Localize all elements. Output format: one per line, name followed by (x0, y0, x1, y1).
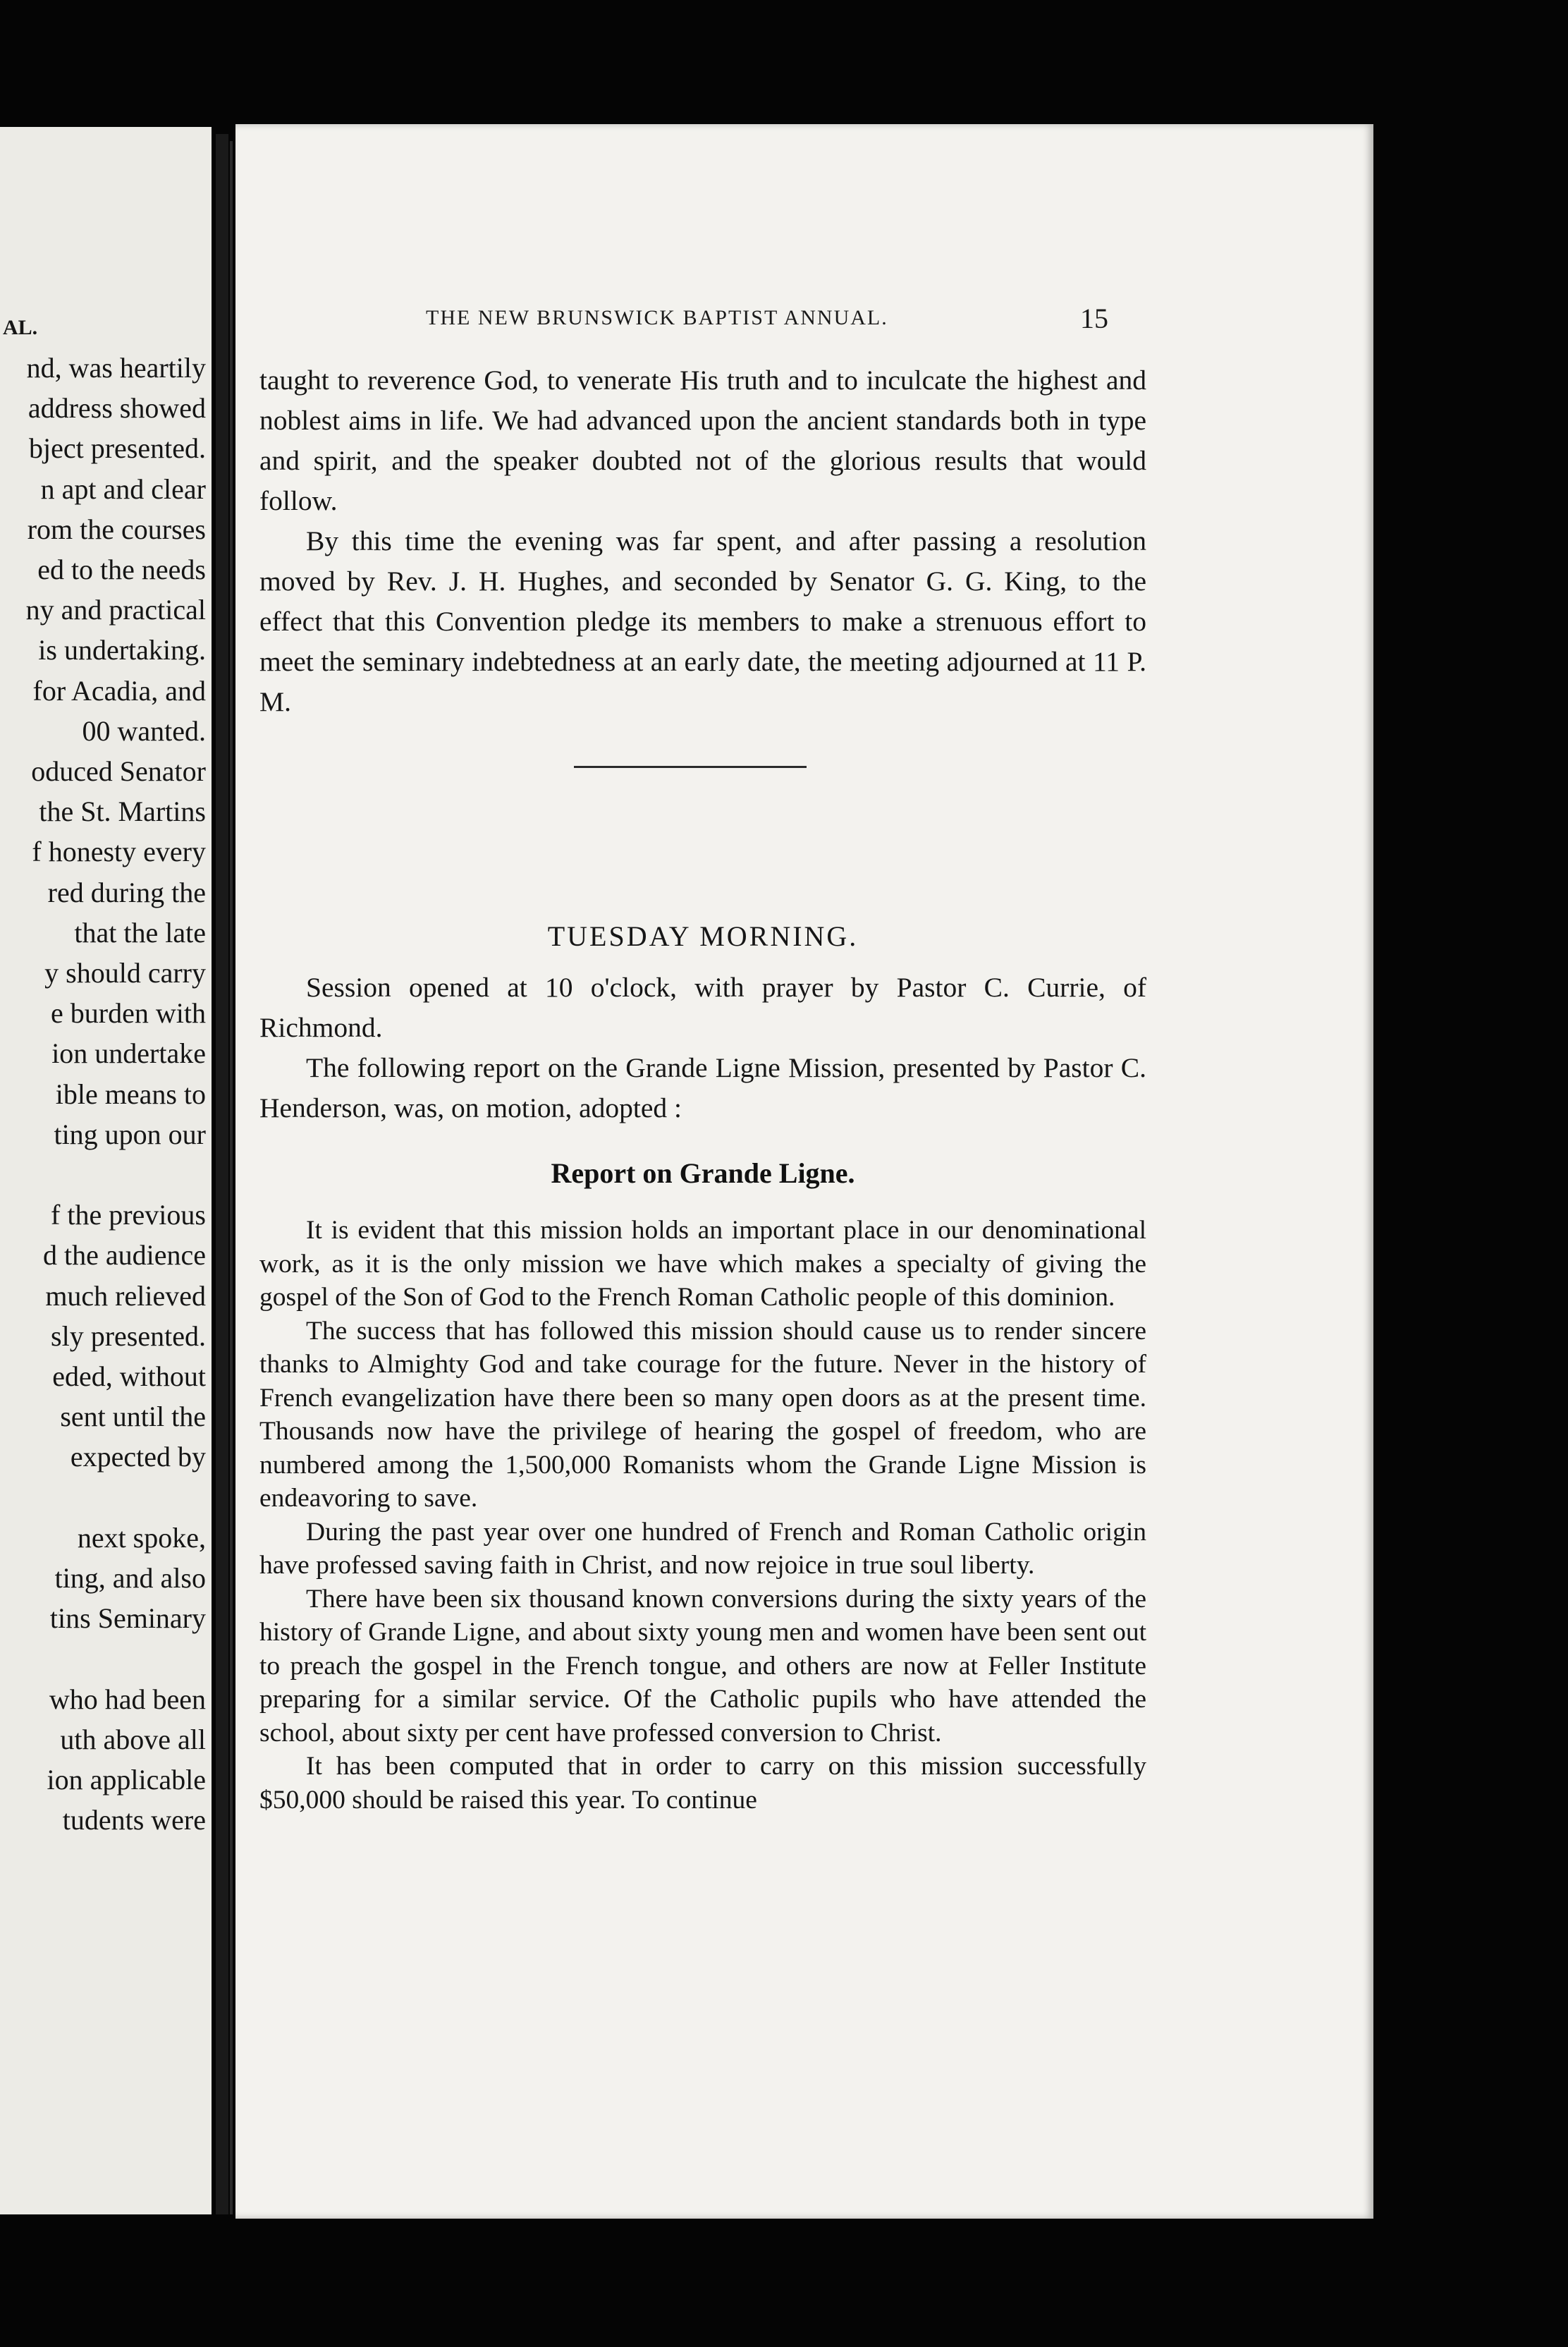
paragraph-session-opened: Session opened at 10 o'clock, with prayer by Pastor C. Currie, of Richmond. (259, 972, 1146, 1043)
opening-paragraphs (259, 360, 1146, 722)
report-paragraph: It is evident that this mission holds an important place in our denominational work, as it is the only mission we have which makes a specialty of giving the gospel of the Son of God to the French Roman Catholic people of this dominion. (259, 1216, 1146, 1312)
left-page-line: eded, without (52, 1360, 206, 1392)
report-paragraph: The success that has followed this mission should cause us to render sincere thanks to Almighty God and take courage for the future. Never in the history of French evangelization have there been so many open doors as at the present time. Thousands now have the privilege of hearing the gospel of freedom, who are numbered among the 1,500,000 Romanists whom the Grande Ligne Mission is endeavoring to save. (259, 1316, 1146, 1513)
left-page-line: f honesty every (32, 836, 206, 868)
left-page-line: ion undertake (51, 1037, 206, 1070)
left-page-line: address showed (27, 392, 206, 425)
left-page-line: y should carry (44, 957, 206, 989)
left-page-line: ny and practical (25, 594, 206, 626)
paragraph-report-intro: The following report on the Grande Ligne Mission, presented by Pastor C. Henderson, was, on motion, adopted : (259, 1052, 1146, 1123)
left-page-line: next spoke, (77, 1521, 206, 1554)
left-page-line: oduced Senator (31, 755, 206, 787)
left-page-fragment (0, 127, 212, 2214)
left-page-line: for Acadia, and (32, 674, 206, 707)
report-paragraph: There have been six thousand known conversions during the sixty years of the history of Grande Ligne, and about sixty young men and women have been sent out to preach the gospel in the French tongue, and others are now at Feller Institute preparing for a similar service. Of the Catholic pupils who have attended the school, about sixty per cent have professed conversion to Christ. (259, 1584, 1146, 1748)
left-page-line: bject presented. (29, 432, 206, 465)
main-page (235, 124, 1373, 2219)
left-page-line: ting, and also (54, 1562, 206, 1594)
left-page-line: red during the (47, 876, 206, 908)
left-page-line: tins Seminary (49, 1602, 206, 1635)
left-page-line: n apt and clear (40, 473, 206, 505)
page-number: 15 (1080, 303, 1108, 334)
book-gutter (216, 134, 228, 2214)
left-page-line: who had been (49, 1683, 206, 1715)
left-page-line: 00 wanted. (82, 714, 206, 747)
left-running-head: AL. (3, 316, 38, 339)
left-page-line: tudents were (62, 1804, 206, 1836)
left-page-line: ting upon our (54, 1118, 206, 1150)
gutter-rule (230, 141, 233, 2214)
running-title: THE NEW BRUNSWICK BAPTIST ANNUAL. (426, 306, 888, 329)
section-heading: TUESDAY MORNING. (547, 920, 859, 952)
report-paragraph: During the past year over one hundred of French and Roman Catholic origin have professed saving faith in Christ, and now rejoice in true soul liberty. (259, 1517, 1146, 1580)
report-heading: Report on Grande Ligne. (551, 1157, 855, 1189)
left-page-line: e burden with (51, 997, 206, 1030)
left-page-line: ible means to (55, 1078, 206, 1110)
left-page-line: that the late (74, 916, 206, 949)
paragraph-adjournment: By this time the evening was far spent, and after passing a resolution moved by Rev. J. H. Hughes, and seconded by Senator G. G. King, to the effect that this Convention pledge its members to make a strenuous effort to meet the seminary indebtedness at an early date, the meeting adjourned at 11 P. M. (259, 525, 1146, 717)
left-page-line: rom the courses (27, 513, 206, 545)
report-body (259, 1214, 1146, 1817)
left-page-line: the St. Martins (39, 795, 206, 828)
report-paragraph: It has been computed that in order to carry on this mission successfully $50,000 should be raised this year. To continue (259, 1752, 1146, 1815)
left-page-line: d the audience (43, 1239, 206, 1272)
left-page-line: sly presented. (51, 1319, 206, 1352)
left-page-line: ed to the needs (37, 554, 206, 585)
left-page-line: much relieved (45, 1279, 206, 1312)
left-page-line: expected by (70, 1441, 206, 1473)
left-page-line: sent until the (60, 1401, 206, 1433)
paragraph-continuation: taught to reverence God, to venerate His truth and to inculcate the highest and noblest aims in life. We had advanced upon the ancient standards both in type and spirit, and the speaker doubted not of the glorious results that would follow. (259, 365, 1146, 516)
left-page-line: f the previous (51, 1199, 206, 1231)
running-head (235, 303, 1373, 334)
left-page-line: is undertaking. (38, 634, 206, 666)
session-paragraphs (259, 968, 1146, 1128)
section-divider (574, 766, 807, 768)
left-page-line: uth above all (60, 1723, 206, 1755)
left-page-line: ion applicable (47, 1764, 206, 1796)
left-page-line: nd, was heartily (26, 352, 206, 384)
